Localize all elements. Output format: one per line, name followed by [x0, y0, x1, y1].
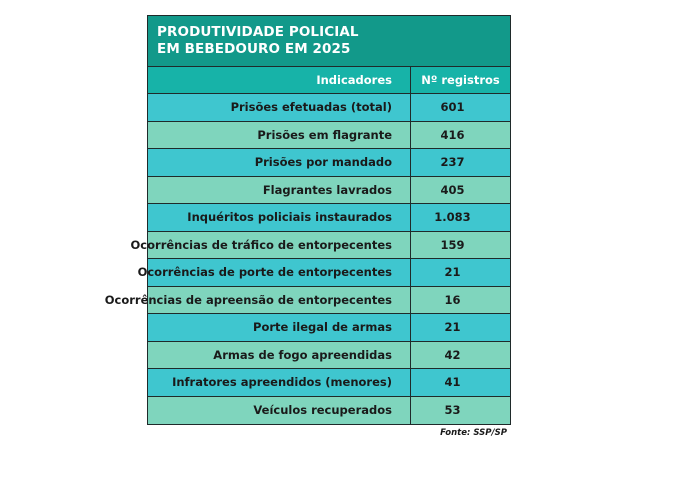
table-row: [130, 232, 510, 260]
table-title: [148, 16, 510, 67]
row-value: 21: [444, 265, 461, 280]
table-row: [148, 397, 510, 425]
police-productivity-table-figure: [104, 15, 511, 438]
table-row: [137, 259, 510, 287]
row-label: Prisões em flagrante: [148, 122, 411, 149]
source-caption: Fonte: SSP/SP: [440, 428, 507, 438]
row-value: 159: [440, 237, 465, 252]
row-value: 53: [444, 403, 461, 418]
row-label: Ocorrências de apreensão de entorpecentes: [148, 287, 411, 314]
row-value: 601: [440, 100, 465, 115]
table-row: [148, 342, 510, 370]
title-line-2: EM BEBEDOURO EM 2025: [157, 41, 351, 57]
table-row: [148, 204, 510, 232]
row-label: Porte ilegal de armas: [148, 314, 411, 341]
row-value: 405: [440, 182, 465, 197]
row-label: Prisões por mandado: [148, 149, 411, 176]
row-label: Flagrantes lavrados: [148, 177, 411, 204]
table-row: [148, 149, 510, 177]
row-label: Ocorrências de tráfico de entorpecentes: [148, 232, 411, 259]
row-value: 237: [440, 155, 465, 170]
header-registros: Nº registros: [421, 73, 500, 87]
row-label: Ocorrências de porte de entorpecentes: [148, 259, 411, 286]
table-row: [148, 122, 510, 150]
table-header-row: [148, 67, 510, 94]
data-table: [104, 15, 511, 425]
table-row: [148, 314, 510, 342]
row-value: 41: [444, 375, 461, 390]
row-value: 1.083: [434, 210, 471, 225]
table-row: [148, 369, 510, 397]
row-label: Inquéritos policiais instaurados: [148, 204, 411, 231]
row-label: Infratores apreendidos (menores): [148, 369, 411, 396]
row-value: 416: [440, 127, 465, 142]
row-label: Prisões efetuadas (total): [148, 94, 411, 121]
row-value: 42: [444, 347, 461, 362]
row-label: Veículos recuperados: [148, 397, 411, 425]
table-row: [148, 94, 510, 122]
title-line-1: PRODUTIVIDADE POLICIAL: [157, 24, 359, 40]
header-indicadores: Indicadores: [148, 67, 411, 93]
row-value: 21: [444, 320, 461, 335]
row-value: 16: [444, 292, 461, 307]
table-row: [104, 287, 510, 315]
row-label: Armas de fogo apreendidas: [148, 342, 411, 369]
table-row: [148, 177, 510, 205]
